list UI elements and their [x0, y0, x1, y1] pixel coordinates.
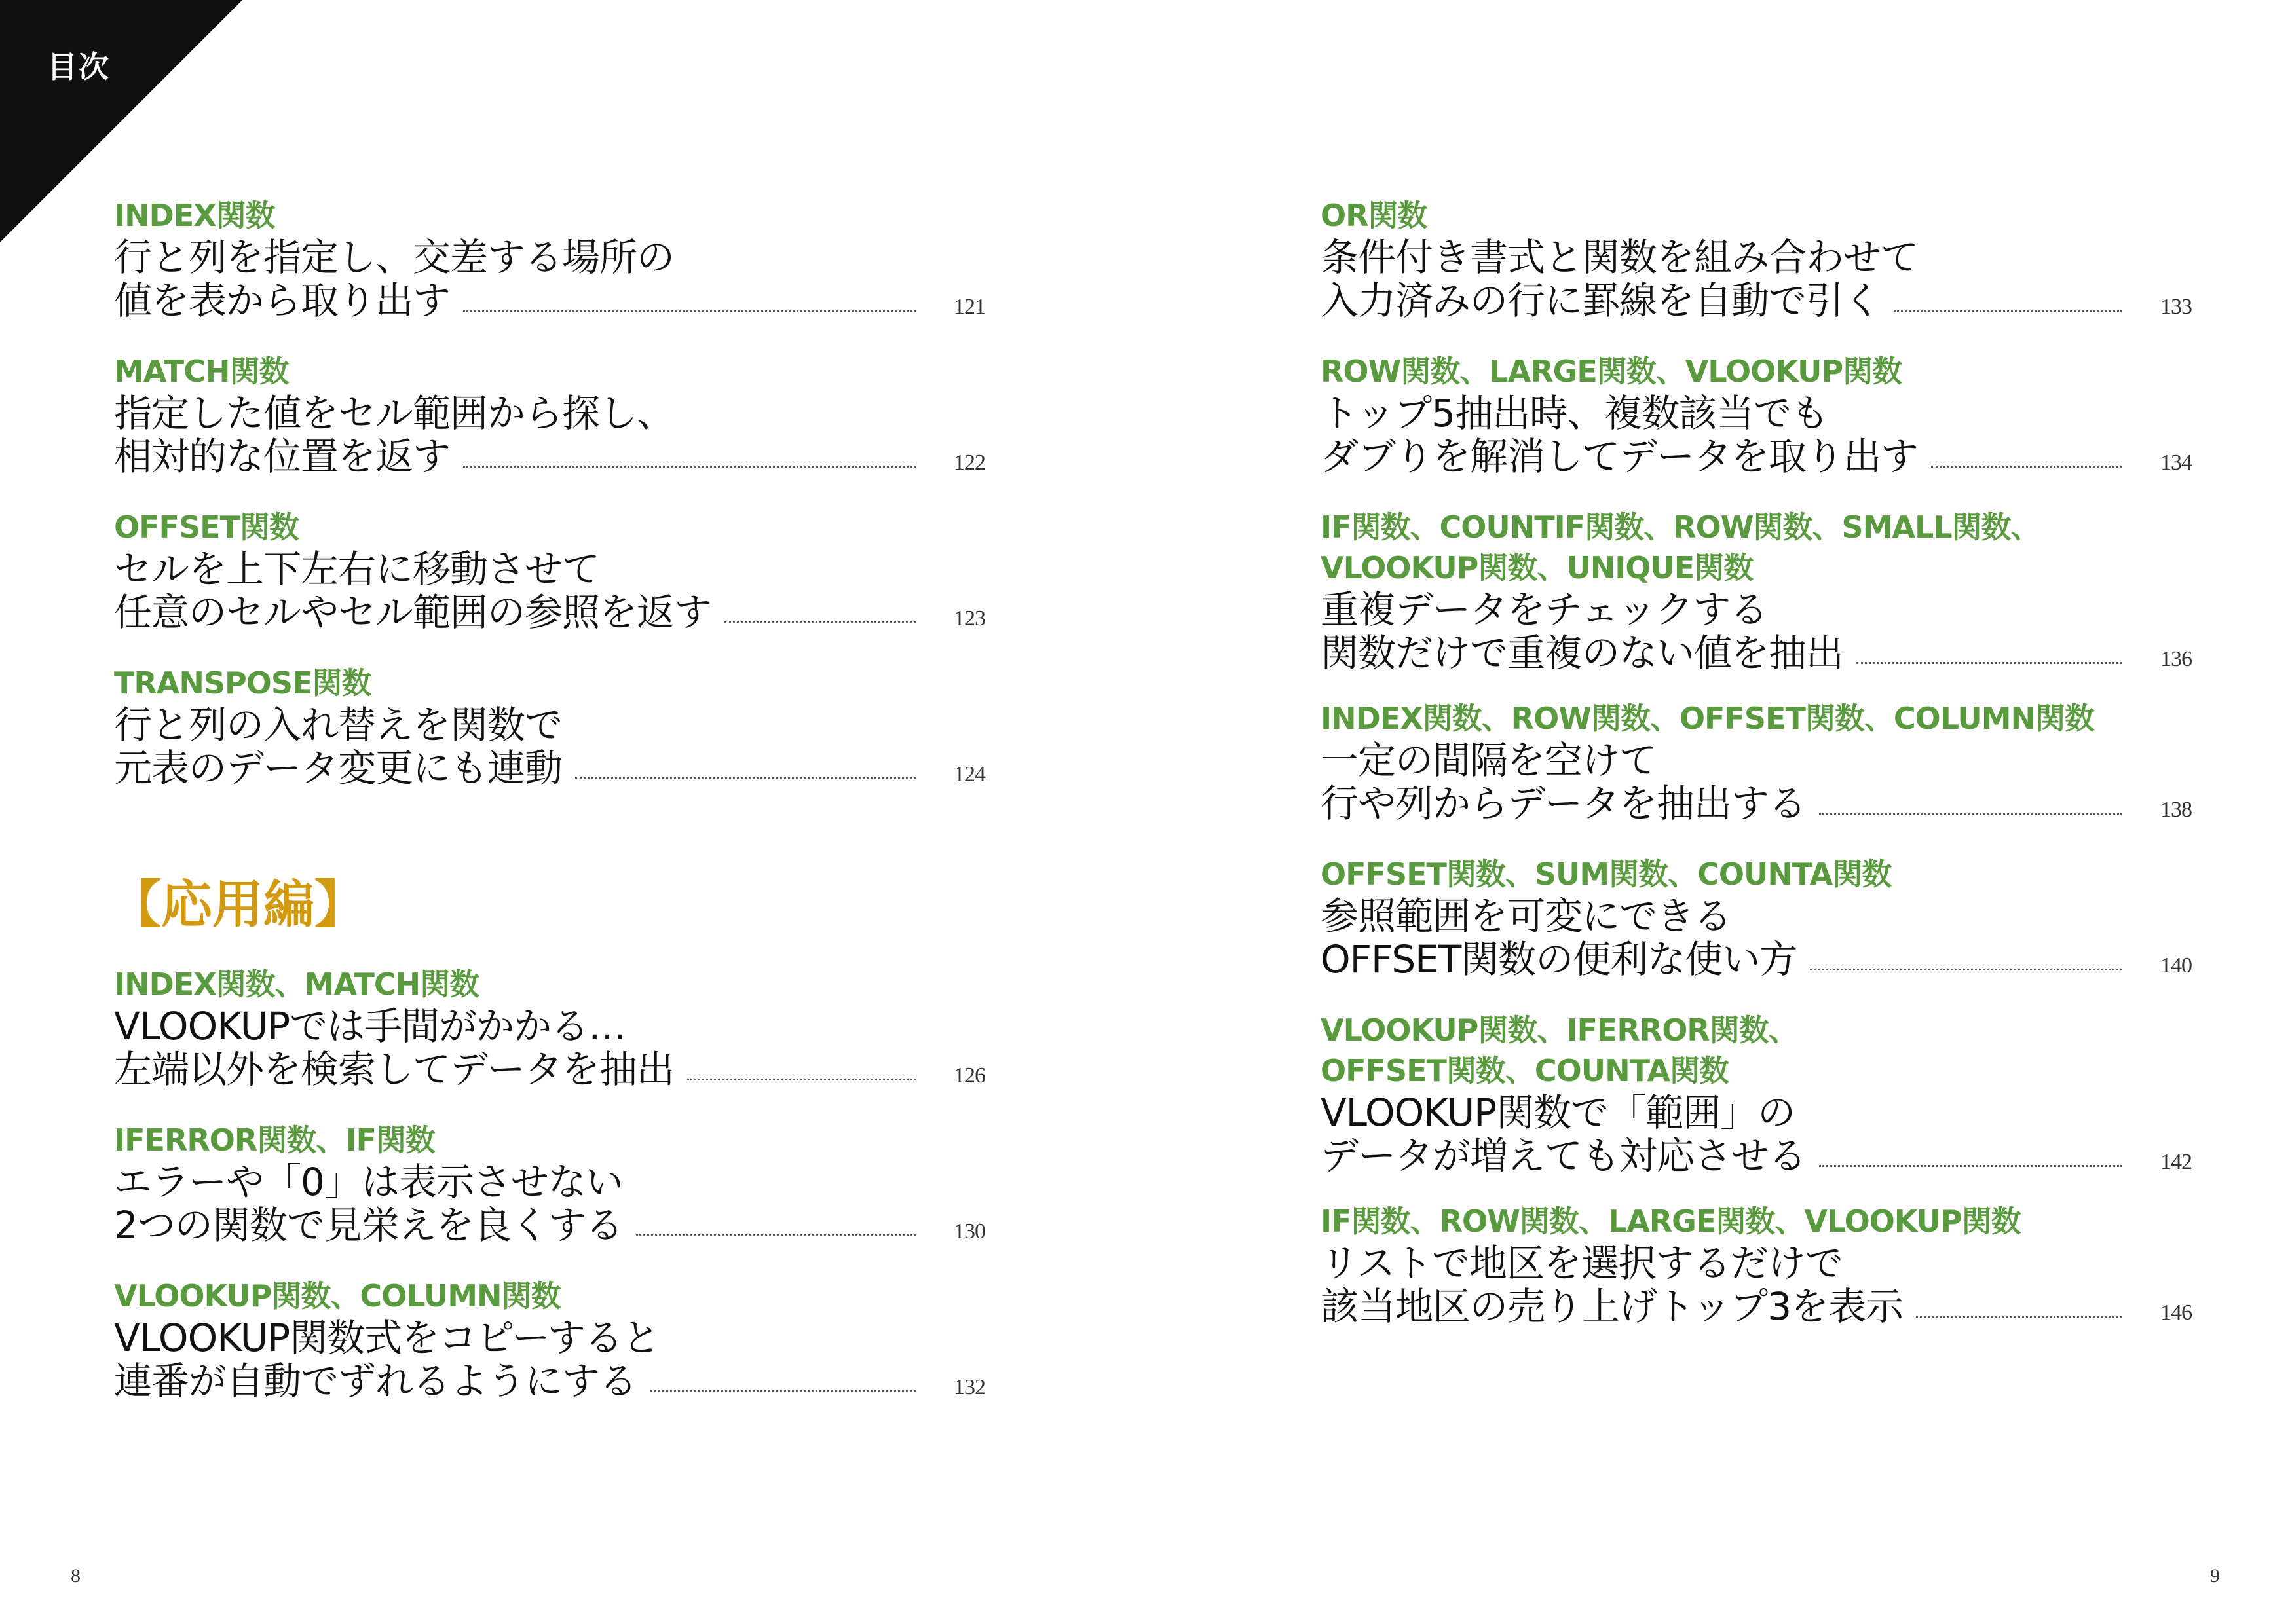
toc-entry[interactable] [1321, 854, 2192, 987]
entry-category: VLOOKUP関数、IFERROR関数、 [1321, 1012, 1798, 1048]
page-number: 121 [954, 295, 985, 319]
entry-title-line: 左端以外を検索してデータを抽出 [114, 1047, 675, 1092]
toc-entry[interactable] [114, 1276, 985, 1409]
toc-entry[interactable] [1321, 507, 2192, 681]
entry-title-line: VLOOKUP関数で「範囲」の [1321, 1090, 1795, 1135]
dot-leader [1856, 661, 2122, 664]
page-number: 140 [2160, 953, 2192, 978]
entry-title-line: 任意のセルやセル範囲の参照を返す [114, 590, 712, 635]
entry-category: VLOOKUP関数、UNIQUE関数 [1321, 550, 1754, 585]
page-number: 146 [2160, 1301, 2192, 1325]
toc-entry[interactable] [114, 195, 985, 329]
dot-leader [724, 621, 916, 623]
entry-title-line: 関数だけで重複のない値を抽出 [1321, 631, 1844, 675]
page-number: 126 [954, 1063, 985, 1088]
entry-title-line: 重複データをチェックする [1321, 587, 1768, 632]
entry-title-line: OFFSET関数の便利な使い方 [1321, 937, 1797, 982]
entry-category: OFFSET関数、SUM関数、COUNTA関数 [1321, 857, 1892, 892]
page-number: 134 [2160, 451, 2192, 475]
page-number: 132 [954, 1375, 985, 1399]
entry-category: INDEX関数、ROW関数、OFFSET関数、COLUMN関数 [1321, 701, 2094, 736]
toc-entry[interactable] [114, 351, 985, 485]
entry-title-line: 指定した値をセル範囲から探し、 [114, 391, 675, 435]
entry-title-line: 一定の間隔を空けて [1321, 738, 1657, 783]
folio-right: 9 [2210, 1565, 2220, 1587]
entry-category: IF関数、COUNTIF関数、ROW関数、SMALL関数、 [1321, 509, 2040, 545]
entry-title-line: 参照範囲を可変にできる [1321, 894, 1732, 938]
page-number: 124 [954, 762, 985, 786]
page-number: 130 [954, 1219, 985, 1244]
entry-title-line: 元表のデータ変更にも連動 [114, 746, 563, 790]
page-number: 133 [2160, 295, 2192, 319]
entry-title-line: トップ5抽出時、複数該当でも [1321, 391, 1829, 435]
entry-category: ROW関数、LARGE関数、VLOOKUP関数 [1321, 354, 1902, 389]
page-number: 142 [2160, 1150, 2192, 1174]
toc-entry[interactable] [1321, 351, 2192, 485]
entry-title-line: セルを上下左右に移動させて [114, 547, 600, 591]
dot-leader [1810, 968, 2122, 970]
section-heading: 【応用編】 [110, 876, 366, 934]
page-number: 138 [2160, 798, 2192, 822]
entry-title-line: 行と列を指定し、交差する場所の [114, 235, 675, 280]
page-number: 122 [954, 451, 985, 475]
toc-entry[interactable] [114, 507, 985, 640]
dot-leader [650, 1390, 916, 1392]
toc-entry[interactable] [114, 1120, 985, 1253]
toc-entry[interactable] [1321, 195, 2192, 329]
entry-title-line: VLOOKUP関数式をコピーすると [114, 1316, 660, 1360]
entry-title-line: 行と列の入れ替えを関数で [114, 703, 563, 747]
dot-leader [1916, 1315, 2122, 1318]
page-number: 123 [954, 606, 985, 631]
entry-title-line: 2つの関数で見栄えを良くする [114, 1203, 623, 1247]
entry-category: INDEX関数 [114, 198, 275, 233]
entry-title-line: 条件付き書式と関数を組み合わせて [1321, 235, 1919, 280]
page-number: 136 [2160, 647, 2192, 671]
toc-entry[interactable] [1321, 1201, 2192, 1335]
folio-left: 8 [71, 1565, 81, 1587]
toc-entry[interactable] [1321, 1010, 2192, 1184]
toc-entry[interactable] [114, 663, 985, 796]
dot-leader [636, 1234, 916, 1236]
dot-leader [463, 465, 916, 468]
entry-title-line: リストで地区を選択するだけで [1321, 1241, 1843, 1285]
dot-leader [463, 309, 916, 312]
entry-title-line: 相対的な位置を返す [114, 434, 451, 479]
entry-title-line: 値を表から取り出す [114, 278, 451, 323]
dot-leader [687, 1078, 916, 1080]
entry-title-line: 入力済みの行に罫線を自動で引く [1321, 278, 1881, 323]
entry-category: IF関数、ROW関数、LARGE関数、VLOOKUP関数 [1321, 1204, 2021, 1239]
entry-title-line: 連番が自動でずれるようにする [114, 1359, 637, 1403]
entry-category: IFERROR関数、IF関数 [114, 1122, 435, 1158]
entry-title-line: ダブりを解消してデータを取り出す [1321, 434, 1919, 479]
entry-category: INDEX関数、MATCH関数 [114, 967, 479, 1002]
entry-title-line: データが増えても対応させる [1321, 1134, 1807, 1178]
dot-leader [1819, 812, 2122, 815]
dot-leader [1931, 465, 2122, 468]
dot-leader [1894, 309, 2122, 312]
corner-label: 目次 [47, 49, 110, 84]
entry-title-line: 該当地区の売り上げトップ3を表示 [1321, 1284, 1904, 1329]
entry-category: OR関数 [1321, 198, 1427, 233]
dot-leader [575, 777, 916, 779]
entry-title-line: エラーや「0」は表示させない [114, 1160, 623, 1204]
toc-entry[interactable] [1321, 698, 2192, 832]
entry-category: OFFSET関数、COUNTA関数 [1321, 1053, 1729, 1088]
entry-title-line: 行や列からデータを抽出する [1321, 781, 1807, 826]
entry-title-line: VLOOKUPでは手間がかかる… [114, 1004, 626, 1048]
toc-entry[interactable] [114, 964, 985, 1098]
entry-category: MATCH関数 [114, 354, 289, 389]
dot-leader [1819, 1164, 2122, 1167]
entry-category: TRANSPOSE関数 [114, 665, 371, 701]
entry-category: OFFSET関数 [114, 509, 299, 545]
entry-category: VLOOKUP関数、COLUMN関数 [114, 1278, 561, 1314]
